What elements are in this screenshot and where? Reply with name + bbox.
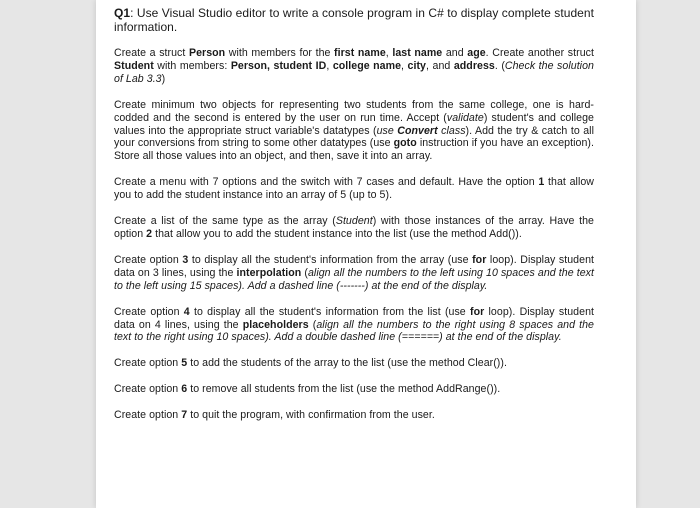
paragraph-structs (114, 47, 594, 86)
text-run: Student (114, 59, 154, 72)
text-run: . Create another struct (485, 47, 594, 59)
text-run: Person, student ID (230, 59, 327, 72)
text-run: loop). Display student data on 4 lines, using the (114, 305, 595, 331)
text-run: 2 (146, 227, 153, 240)
paragraph-objects (114, 99, 594, 164)
text-run: instruction if you have an exception). Store all those values into an object, and then, save it into an array. (114, 137, 594, 163)
text-run: 7 (181, 409, 188, 422)
document-content (114, 6, 594, 435)
text-run: address (453, 59, 495, 72)
paragraph-option-5 (114, 357, 594, 370)
text-run: class (437, 124, 466, 137)
paragraph-option-7 (114, 409, 594, 422)
text-run: ( (308, 318, 317, 331)
question-text: : Use Visual Studio editor to write a console program in C# to display complete student information. (114, 6, 594, 34)
text-run: last name (392, 47, 443, 59)
text-run: with members: (153, 59, 231, 72)
text-run: Person (188, 47, 226, 59)
text-run: Create option (114, 305, 184, 318)
text-run: for (472, 253, 487, 266)
text-run: and (442, 47, 468, 59)
text-run: use (376, 124, 398, 137)
text-run: align all the numbers to the left using 10 spaces and the text to the left using 15 spaces). Add a dashed line (-------) at the end of the display. (114, 266, 594, 292)
text-run: placeholders (242, 318, 309, 331)
text-run: to quit the program, with confirmation from the user. (187, 409, 435, 422)
text-run: , (385, 47, 393, 59)
text-run: ( (301, 266, 308, 279)
paragraph-option-6 (114, 383, 594, 396)
text-run: loop). Display student data on 3 lines, using the (114, 253, 595, 279)
text-run: 3 (182, 253, 189, 266)
text-run: Create option (114, 357, 182, 370)
text-run: 1 (538, 176, 545, 189)
text-run: city (407, 59, 427, 72)
text-run: that allow you to add the student instance into an array of 5 (up to 5). (114, 176, 595, 202)
text-run: Create a struct (114, 47, 189, 59)
question-heading (114, 6, 594, 34)
text-run: first name (334, 47, 386, 59)
text-run: Create minimum two objects for representing two students from the same college, one is hard-codded and the second is entered by the user on run time. Accept ( (114, 98, 594, 124)
text-run: ) student's and college values into the appropriate struct variable's datatypes ( (114, 111, 594, 137)
text-run: for (470, 305, 485, 318)
text-run: Create option (114, 409, 182, 422)
question-label: Q1 (114, 6, 131, 20)
text-run: Create option (114, 253, 183, 266)
text-run: goto (393, 137, 417, 150)
text-run: interpolation (236, 266, 302, 279)
paragraph-option-3 (114, 254, 594, 293)
text-run: college name (332, 59, 402, 72)
text-run: to remove all students from the list (use the method AddRange()). (187, 383, 501, 396)
text-run: to display all the student's information from the array (use (188, 253, 473, 266)
text-run: with members for the (225, 47, 335, 59)
text-run: that allow you to add the student instance into the list (use the method Add()). (152, 227, 522, 240)
text-run: age (467, 47, 486, 59)
paragraph-menu (114, 176, 594, 202)
text-run: align all the numbers to the right using 8 spaces and the text to the right using 10 spaces). Add a double dashed line (======) at the end of the display. (114, 318, 595, 344)
text-run: ). Add the try & catch to all your conversions from string to some other datatypes (use (114, 124, 594, 150)
text-run: Student (335, 215, 373, 228)
text-run: to display all the student's information from the list (use (189, 305, 470, 318)
text-run: . ( (494, 59, 505, 72)
paragraph-list (114, 215, 594, 241)
text-run: 4 (183, 305, 190, 318)
text-run: 6 (181, 383, 188, 396)
text-run: ) (161, 72, 166, 85)
text-run: Create a list of the same type as the array ( (114, 215, 336, 228)
text-run: Create option (114, 383, 182, 396)
text-run: ) with those instances of the array. Have the option (114, 215, 594, 240)
text-run: , (326, 59, 333, 72)
text-run: Create a menu with 7 options and the switch with 7 cases and default. Have the option (114, 176, 539, 189)
text-run: to add the students of the array to the list (use the method Clear()). (187, 357, 507, 370)
text-run: 5 (181, 357, 188, 370)
text-run: , (401, 59, 408, 72)
text-run: , and (426, 59, 454, 72)
paragraph-option-4 (114, 306, 594, 345)
text-run: Convert (397, 124, 438, 137)
text-run: validate (446, 111, 484, 124)
document-page (96, 0, 636, 508)
text-run: Check the solution of Lab 3.3 (114, 59, 594, 85)
